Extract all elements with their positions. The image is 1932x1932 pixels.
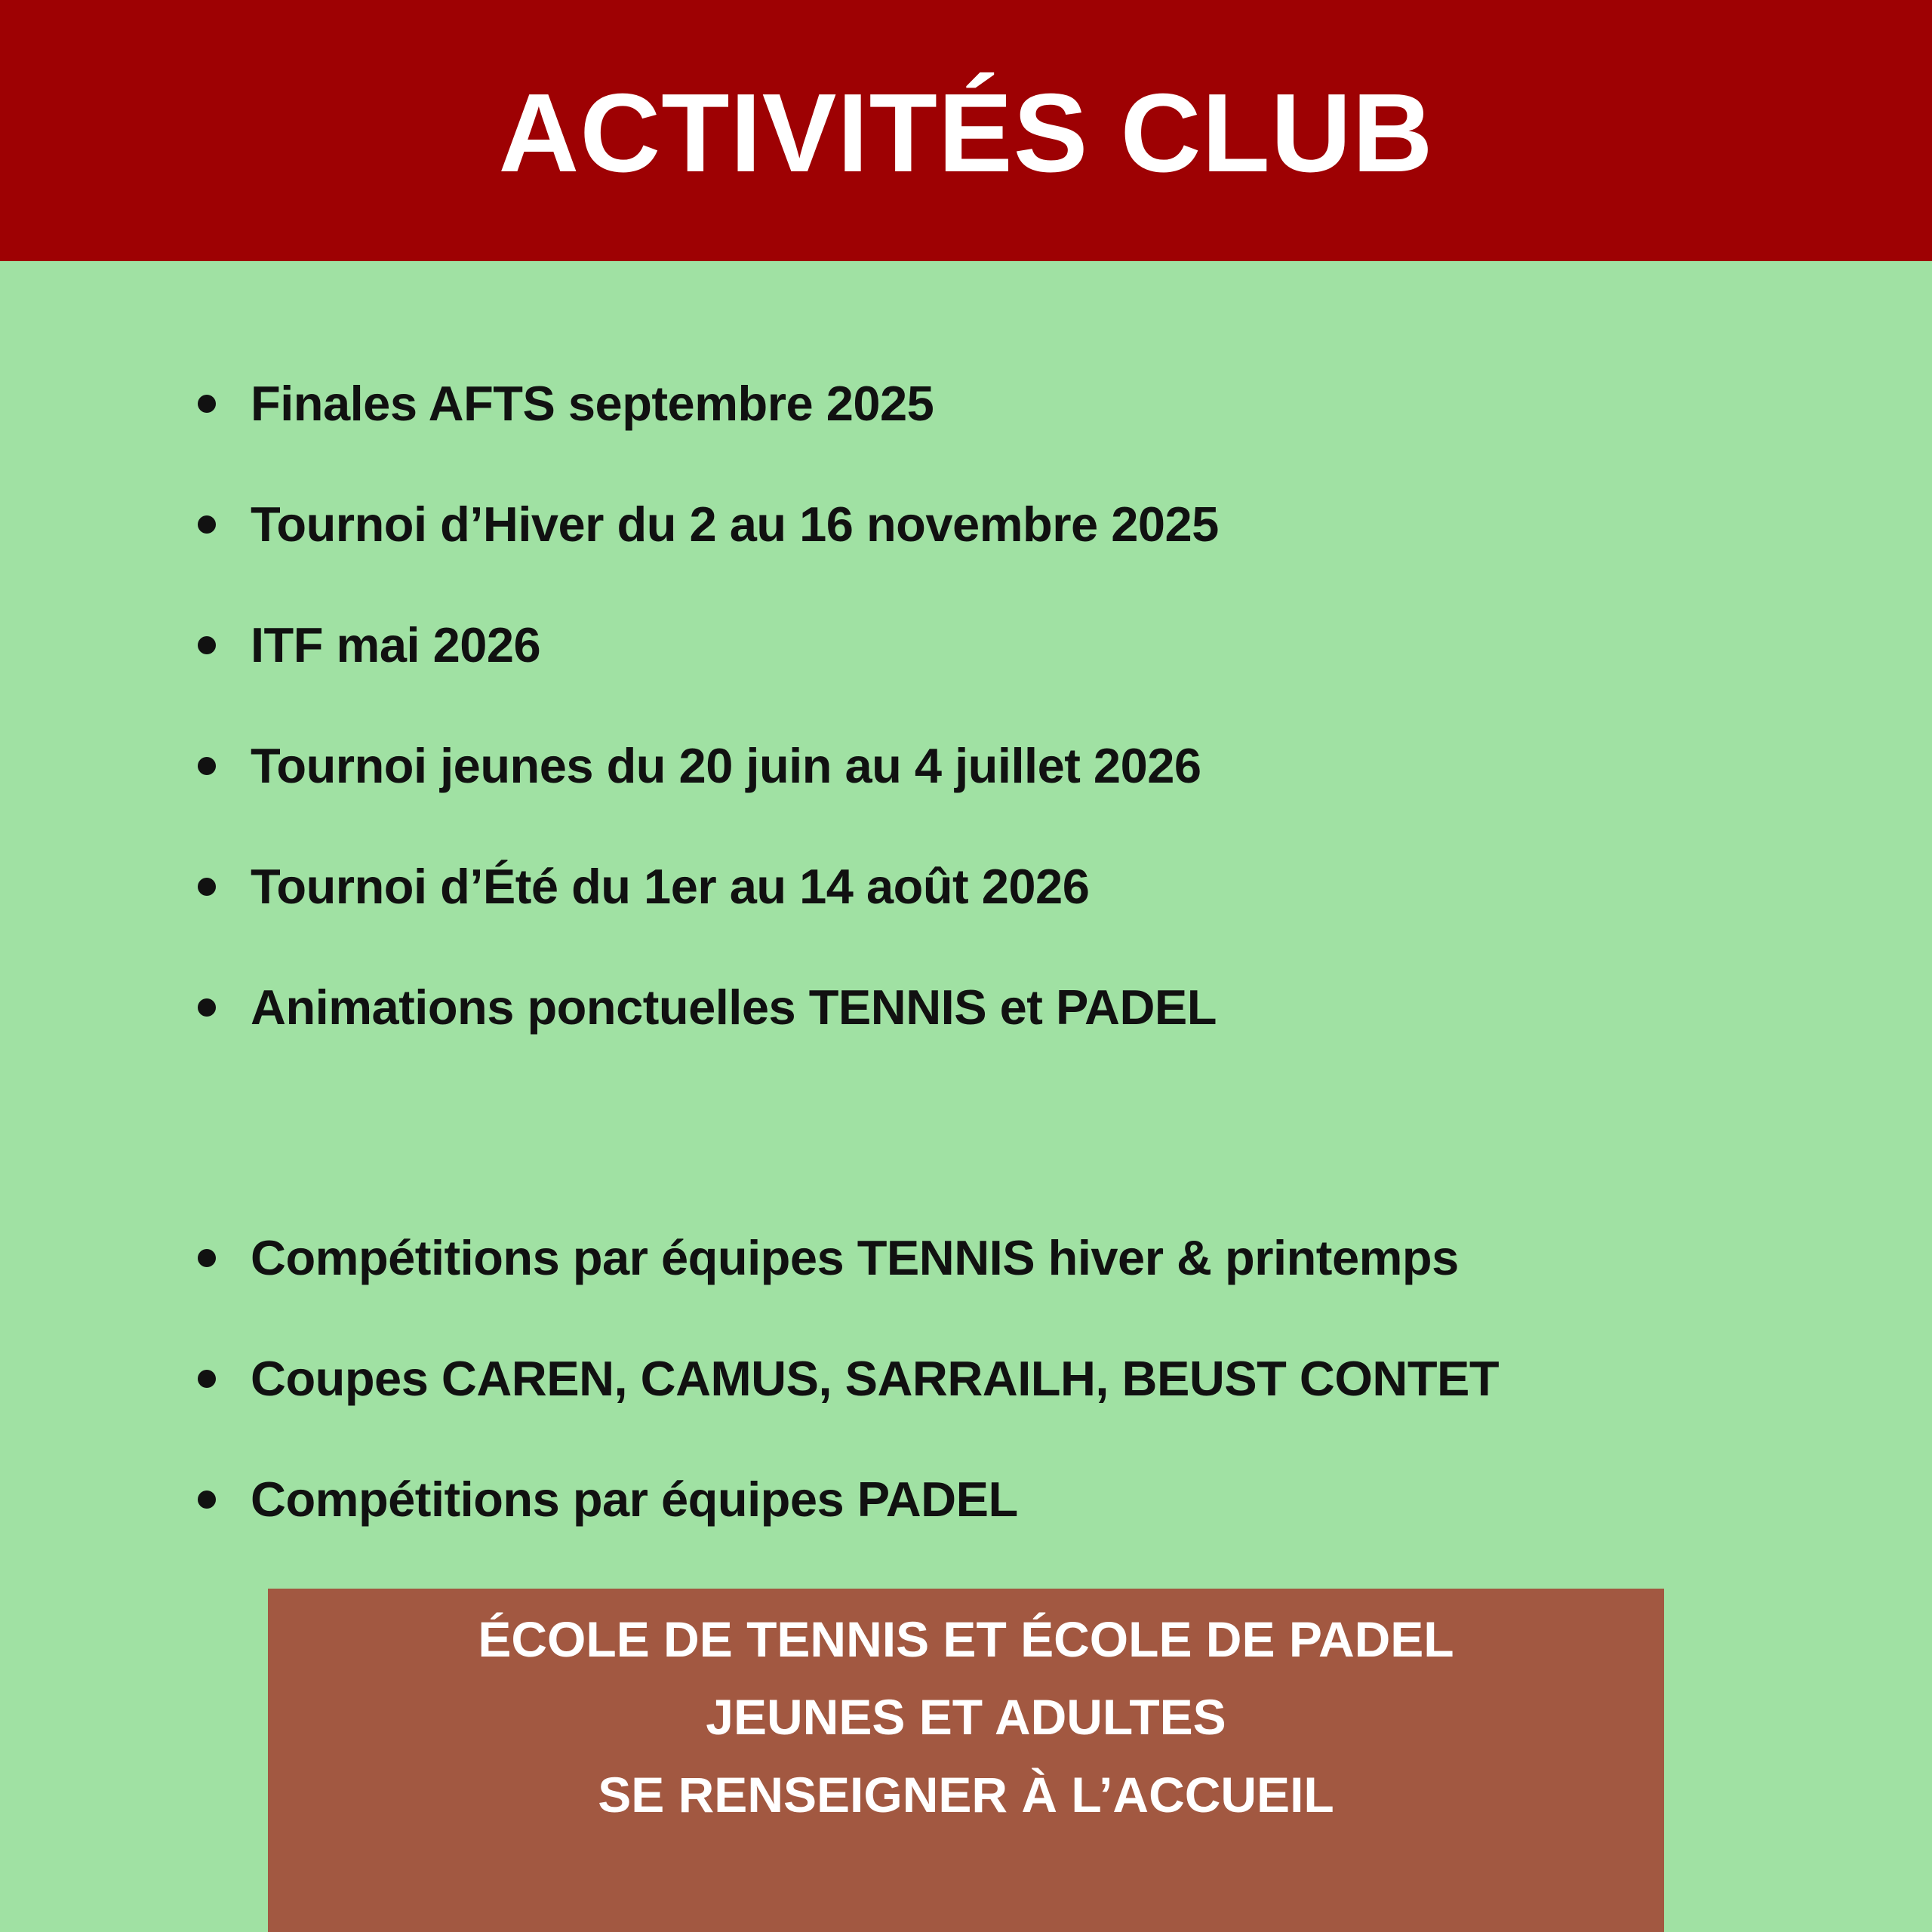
bullet-icon [198,1491,216,1509]
event-text: ITF mai 2026 [251,617,541,672]
event-text: Finales AFTS septembre 2025 [251,376,934,431]
bullet-icon [198,1249,216,1267]
header-banner [0,0,1932,261]
bullet-icon [198,395,216,413]
bullet-icon [198,636,216,654]
list-item-competition [198,1462,1783,1537]
event-text: Tournoi d’Hiver du 2 au 16 novembre 2025 [251,497,1219,552]
bullet-icon [198,757,216,775]
event-text: Tournoi jeunes du 20 juin au 4 juillet 2026 [251,738,1201,793]
info-line-school: ÉCOLE DE TENNIS ET ÉCOLE DE PADEL [478,1611,1454,1667]
list-item-event [198,608,1783,683]
bullet-icon [198,1370,216,1388]
info-line-audience: JEUNES ET ADULTES [706,1689,1226,1745]
list-item-event [198,487,1783,562]
event-text: Animations ponctuelles TENNIS et PADEL [251,980,1217,1035]
list-item-event [198,970,1783,1045]
competition-text: Coupes CAREN, CAMUS, SARRAILH, BEUST CONTET [251,1351,1500,1406]
bullet-icon [198,998,216,1017]
list-item-event [198,366,1783,441]
list-item-competition [198,1220,1783,1296]
list-item-event [198,849,1783,924]
competition-text: Compétitions par équipes TENNIS hiver & printemps [251,1230,1459,1285]
school-info-box [268,1589,1664,1932]
bullet-icon [198,515,216,534]
page-title: ACTIVITÉS CLUB [498,71,1434,195]
list-item-competition [198,1341,1783,1417]
competition-text: Compétitions par équipes PADEL [251,1472,1018,1527]
info-line-contact: SE RENSEIGNER À L’ACCUEIL [598,1767,1334,1823]
bullet-icon [198,878,216,896]
event-text: Tournoi d’Été du 1er au 14 août 2026 [251,859,1090,914]
list-item-event [198,728,1783,804]
